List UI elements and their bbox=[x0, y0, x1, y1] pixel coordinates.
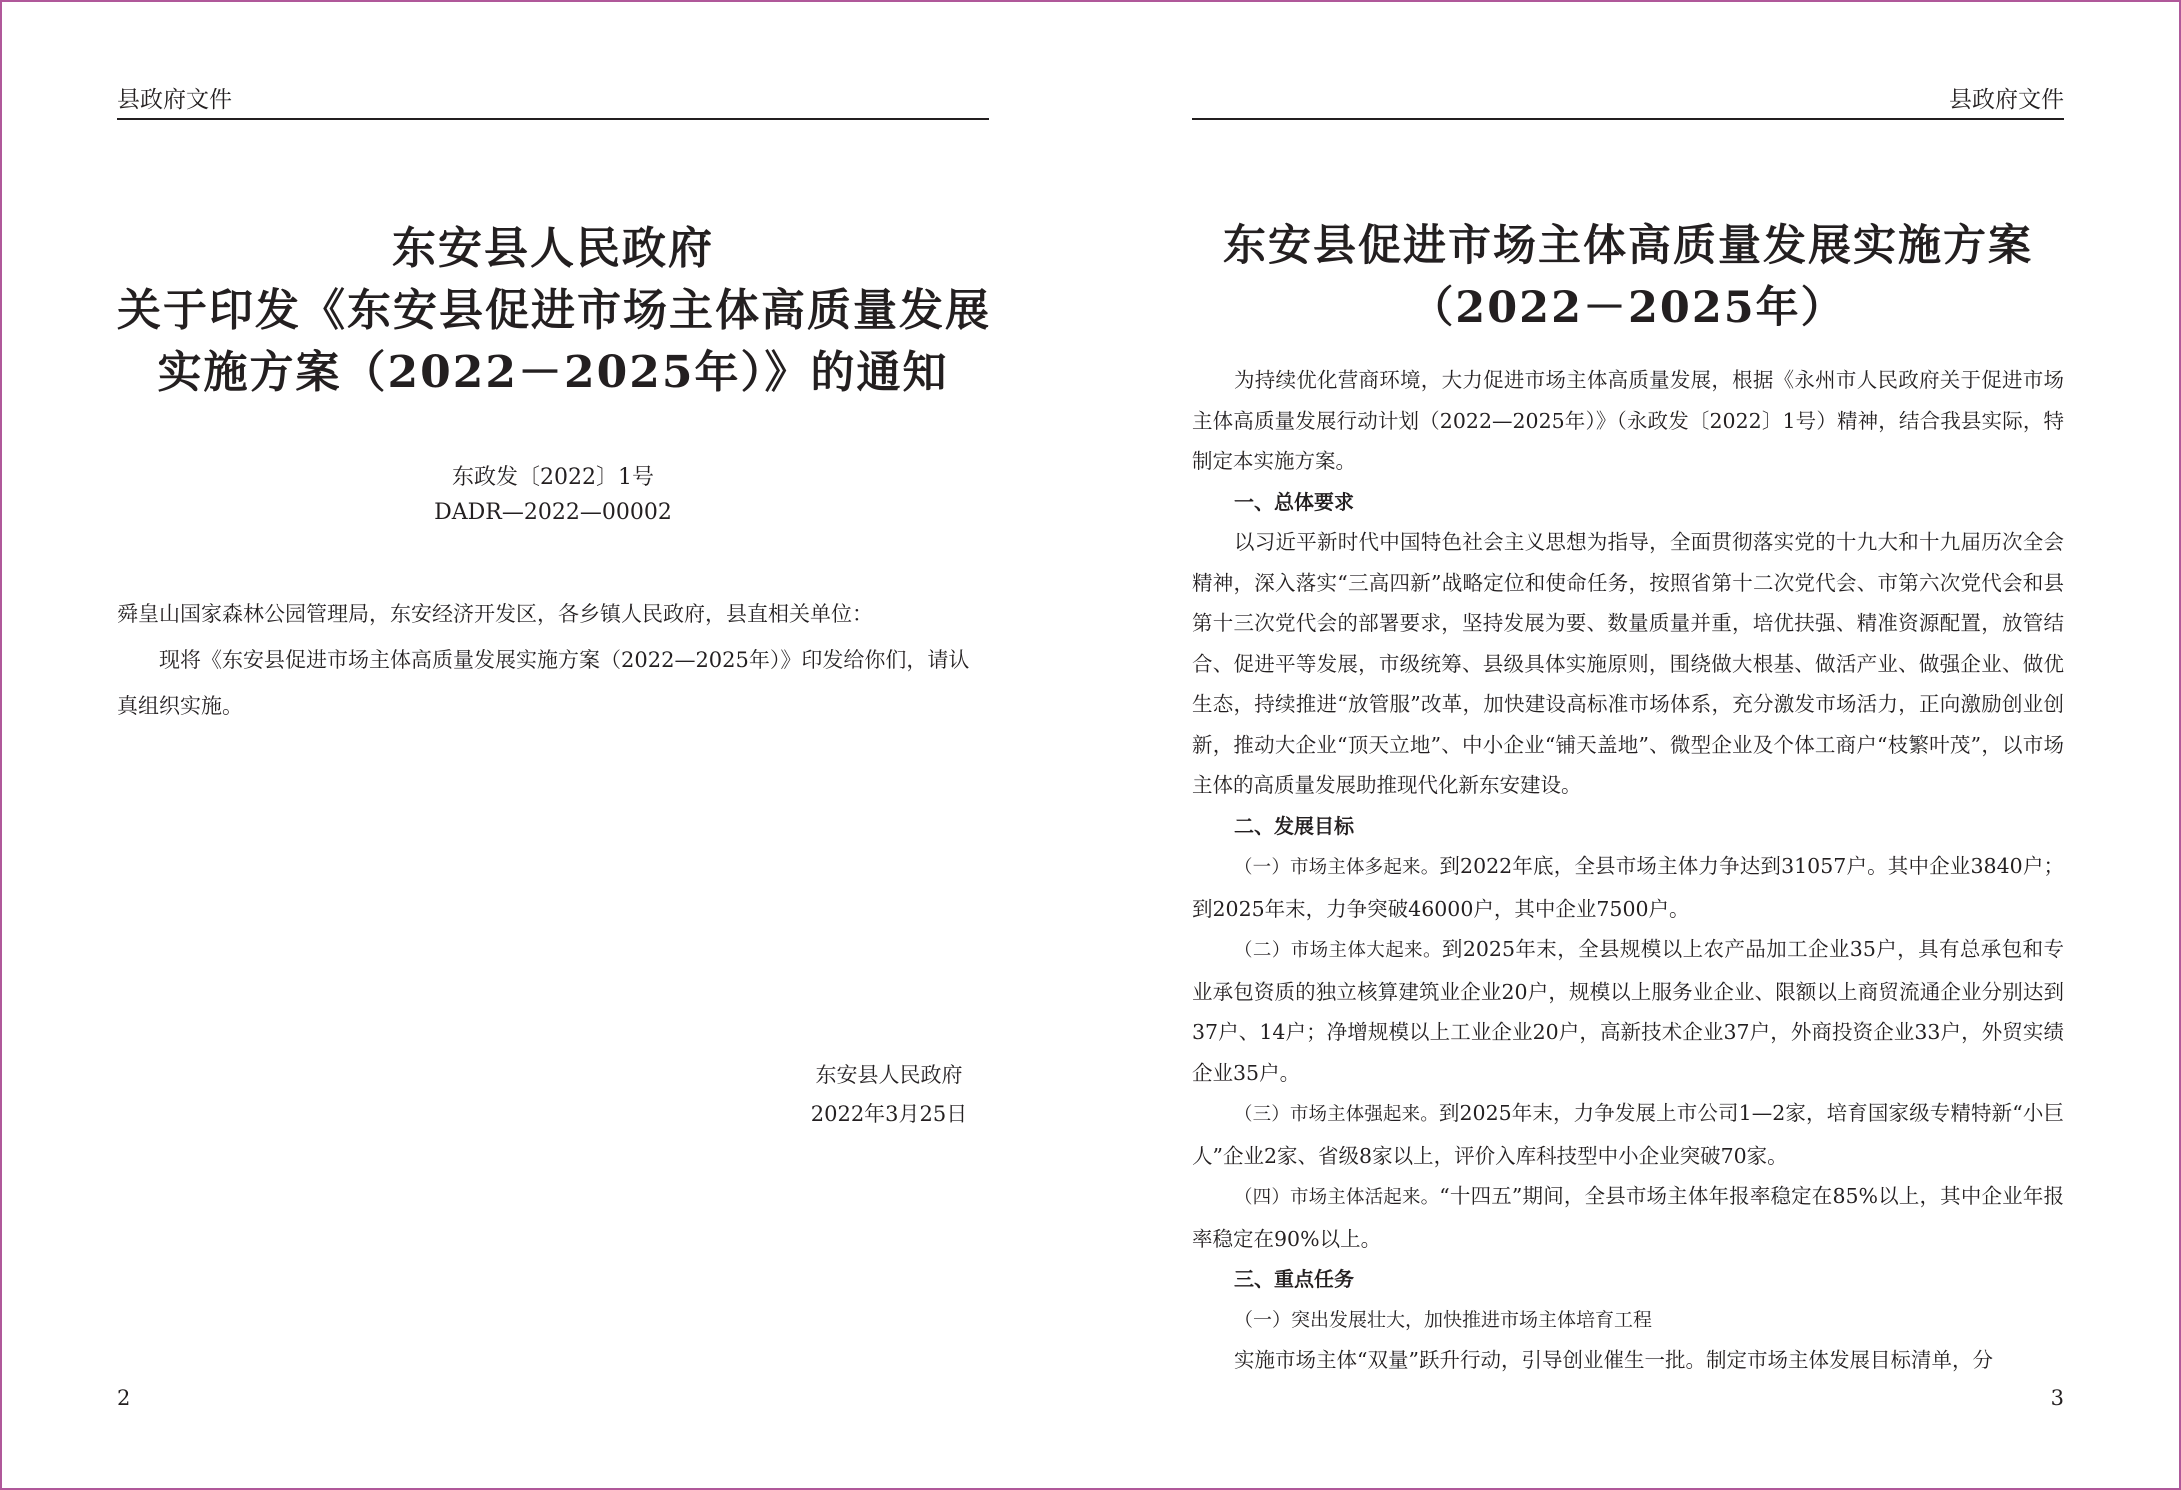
goal-paragraph bbox=[1192, 1176, 2064, 1259]
title-line-1: 东安县人民政府 bbox=[392, 223, 714, 274]
signature-org: 东安县人民政府 bbox=[815, 1063, 963, 1087]
goal-text: 到2022年底，全县市场主体力争达到31057户。其中企业3840户；到2025年末，力争突破46000户，其中企业7500户。 bbox=[1192, 854, 2064, 921]
signature-date: 2022年3月25日 bbox=[810, 1102, 968, 1126]
goal-text: “十四五”期间，全县市场主体年报率稳定在85%以上，其中企业年报率稳定在90%以上。 bbox=[1192, 1184, 2064, 1251]
plan-title-line-2: （2022－2025年） bbox=[1410, 283, 1846, 333]
page-number: 3 bbox=[2050, 1386, 2064, 1410]
goal-text: 到2025年末，力争发展上市公司1—2家，培育国家级专精特新“小巨人”企业2家、省级8家以上，评价入库科技型中小企业突破70家。 bbox=[1192, 1101, 2064, 1168]
notice-body bbox=[117, 591, 989, 729]
goal-lead: （一）市场主体多起来。 bbox=[1234, 857, 1440, 878]
document-number: 东政发〔2022〕1号 bbox=[452, 465, 654, 490]
notice-text: 现将《东安县促进市场主体高质量发展实施方案（2022—2025年）》印发给你们，请认真组织实施。 bbox=[117, 648, 970, 718]
title-line-3: 实施方案（2022－2025年）》的通知 bbox=[157, 347, 949, 398]
goal-paragraph bbox=[1192, 1093, 2064, 1176]
page-number: 2 bbox=[117, 1386, 131, 1410]
document-numbers bbox=[117, 460, 989, 530]
section-heading: 三、重点任务 bbox=[1234, 1267, 1354, 1291]
running-head: 县政府文件 bbox=[117, 86, 989, 120]
goal-lead: （三）市场主体强起来。 bbox=[1234, 1104, 1439, 1125]
section-heading: 一、总体要求 bbox=[1234, 489, 1354, 514]
running-head: 县政府文件 bbox=[1192, 86, 2064, 120]
goal-lead: （二）市场主体大起来。 bbox=[1234, 940, 1442, 961]
intro-paragraph: 为持续优化营商环境，大力促进市场主体高质量发展，根据《永州市人民政府关于促进市场主体高质量发展行动计划（2022—2025年）》（永政发〔2022〕1号）精神，结合我县实际，特制定本实施方案。 bbox=[1192, 368, 2064, 473]
plan-title-line-1: 东安县促进市场主体高质量发展实施方案 bbox=[1223, 221, 2033, 271]
right-page bbox=[1192, 0, 2064, 1490]
plan-title bbox=[1192, 215, 2064, 339]
plan-body bbox=[1192, 360, 2064, 1381]
goal-paragraph bbox=[1192, 929, 2064, 1093]
document-code: DADR—2022—00002 bbox=[434, 500, 672, 525]
section-heading: 二、发展目标 bbox=[1234, 813, 1354, 838]
left-page bbox=[117, 0, 989, 1490]
goal-paragraph bbox=[1192, 846, 2064, 929]
signature-block bbox=[789, 1056, 989, 1134]
task-heading: （一）突出发展壮大，加快推进市场主体培育工程 bbox=[1234, 1308, 1653, 1331]
goal-text: 到2025年末，全县规模以上农产品加工企业35户，具有总承包和专业承包资质的独立核算建筑业企业20户，规模以上服务业企业、限额以上商贸流通企业分别达到37户、14户；净增规模以上工业企业20户，高新技术企业37户，外商投资企业33户，外贸实绩企业35户。 bbox=[1192, 937, 2064, 1085]
title-line-2: 关于印发《东安县促进市场主体高质量发展 bbox=[117, 285, 991, 336]
addressee: 舜皇山国家森林公园管理局，东安经济开发区，各乡镇人民政府，县直相关单位： bbox=[117, 602, 873, 626]
task-paragraph: 实施市场主体“双量”跃升行动，引导创业催生一批。制定市场主体发展目标清单，分 bbox=[1234, 1348, 1993, 1372]
notice-title bbox=[117, 218, 989, 404]
section-paragraph: 以习近平新时代中国特色社会主义思想为指导，全面贯彻落实党的十九大和十九届历次全会精神，深入落实“三高四新”战略定位和使命任务，按照省第十二次党代会、市第六次党代会和县第十三次党代会的部署要求，坚持发展为要、数量质量并重，培优扶强、精准资源配置，放管结合、促进平等发展，市级统筹、县级具体实施原则，围绕做大根基、做活产业、做强企业、做优生态，持续推进“放管服”改革，加快建设高标准市场体系，充分激发市场活力，正向激励创业创新，推动大企业“顶天立地”、中小企业“铺天盖地”、微型企业及个体工商户“枝繁叶茂”，以市场主体的高质量发展助推现代化新东安建设。 bbox=[1192, 530, 2064, 797]
goal-lead: （四）市场主体活起来。 bbox=[1234, 1187, 1440, 1208]
